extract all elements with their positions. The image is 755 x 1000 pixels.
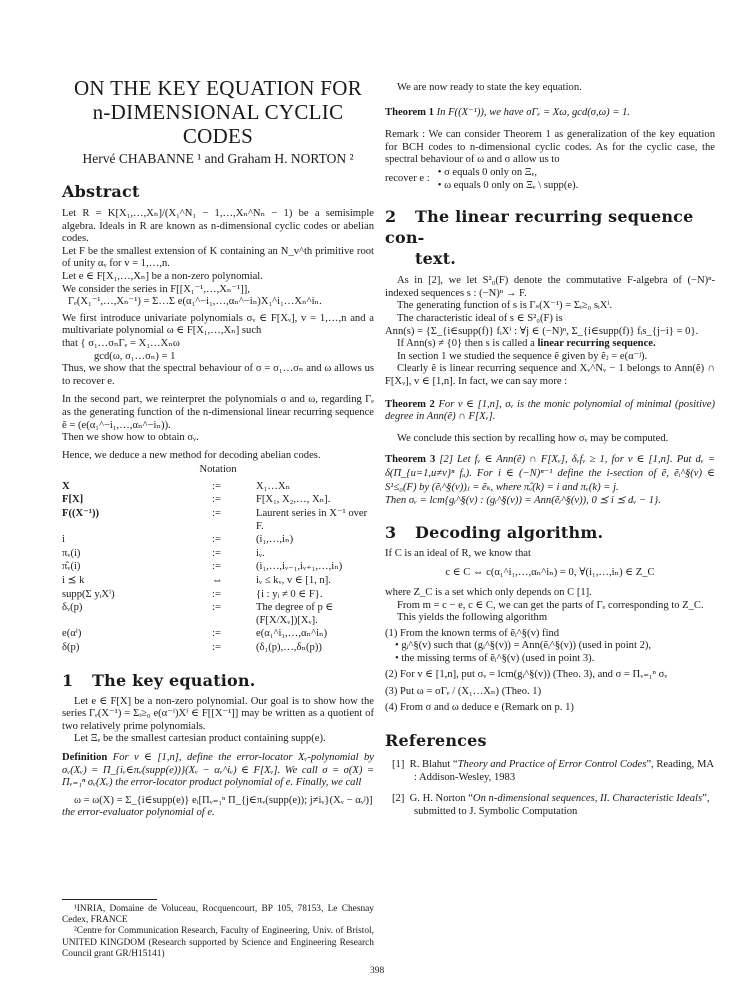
section-1-number: 1	[62, 670, 74, 690]
notation-definition: {i : yᵢ ≠ 0 ∈ F}.	[256, 588, 323, 600]
authors: Hervé CHABANNE ¹ and Graham H. NORTON ²	[82, 151, 354, 166]
abstract-system-2: gcd(ω, σ₁…σₙ) = 1	[94, 350, 176, 362]
left-column	[62, 76, 374, 960]
abstract-p10: Then we show how to obtain σᵥ.	[62, 432, 199, 444]
references-heading: References	[385, 731, 487, 751]
theorem-3-conclusion: Then σᵥ = lcm{gᵢ^§(v) : (gᵢ^§(v)) = Ann(ẽᵢ^§(v)), 0 ⪯ i ⪯ dᵥ − 1}.	[385, 495, 661, 507]
notation-row	[62, 494, 374, 508]
reference-2	[385, 793, 715, 819]
section-2-p6: In section 1 we studied the sequence ẽ given by ẽⱼ = e(α⁻ʲ).	[397, 350, 648, 362]
reference-2-number: [2]	[392, 793, 405, 804]
notation-operator: :=	[212, 534, 221, 546]
algorithm-step-1-bullet-1: • gᵢ^§(v) such that (gᵢ^§(v)) = Ann(ẽᵢ^§(v)) (used in point 2),	[395, 640, 652, 652]
notation-row	[62, 548, 374, 562]
section-1-body	[62, 696, 374, 820]
theorem-1-text: In F((X⁻¹)), we have σΓₑ = Xω, gcd(σ,ω) = 1.	[436, 106, 631, 118]
abstract-p8: Thus, we show that the spectral behaviour of σ = σ₁…σₙ and ω allows us to recover e.	[62, 363, 374, 387]
abstract-p6: We first introduce univariate polynomials σᵥ ∈ F[Xᵥ], v = 1,…,n and a multivariate polynomial ω ∈ F[X₁,…,Xₙ] such	[62, 312, 374, 337]
notation-definition: (i₁,…,iₙ)	[256, 534, 294, 546]
reference-2-author: G. H. Norton “	[409, 793, 473, 804]
abstract-p3: Let e ∈ F[X₁,…,Xₙ] be a non-zero polynomial.	[62, 270, 263, 282]
annihilator-formula: Ann(s) = {Σ_{i∈supp(f)} fᵢXⁱ : ∀j ∈ (−N)ⁿ, Σ_{i∈supp(f)} fᵢs_{j−i} = 0}.	[385, 325, 699, 337]
section-3-p2: where Z_C is a set which only depends on C [1].	[385, 587, 592, 599]
recover-bullets	[438, 167, 579, 192]
omega-formula: ω = ω(X) = Σ_{i∈supp(e)} eᵢ[Πᵥ₌₁ⁿ Π_{j∈πᵥ(supp(e)); j≠iᵥ}(Xᵥ − αᵥʲ)]	[74, 794, 373, 806]
section-2-body	[385, 275, 715, 508]
section-3-number: 3	[385, 522, 397, 542]
paper-title-line-1: ON THE KEY EQUATION FOR	[73, 76, 363, 100]
notation-symbol: e(αⁱ)	[62, 628, 82, 640]
algorithm-step-1: (1) From the known terms of ẽᵢ^§(v) find	[385, 627, 560, 639]
notation-symbol: F[X]	[62, 494, 84, 506]
section-3-p1: If C is an ideal of R, we know that	[385, 547, 531, 559]
reference-1-title: Theory and Practice of Error Control Codes	[457, 759, 647, 771]
definition-text: For v ∈ [1,n], define the error-locator Xᵥ-polynomial by σᵥ(Xᵥ) = Π_{iᵥ∈πᵥ(supp(e))}(Xᵥ − αᵥ^iᵥ) ∈ F[Xᵥ]. We call σ = σ(X) = Πᵥ₌₁ⁿ σᵥ(Xᵥ) the error-locator product polynomial of e. Finally, we call	[62, 751, 374, 789]
notation-operator: :=	[212, 508, 221, 520]
abstract-body	[62, 208, 374, 477]
linear-recurring-term: linear recurring sequence.	[537, 338, 656, 350]
notation-operator: :=	[212, 642, 221, 653]
section-2-title-line-2: text.	[415, 249, 457, 269]
notation-operator: :=	[212, 628, 221, 640]
paper-title-line-2: n-DIMENSIONAL CYCLIC	[92, 100, 344, 124]
notation-symbol: supp(Σ yᵢXⁱ)	[62, 588, 115, 600]
section-2-p1: As in [2], we let S²₀(F) denote the commutative F-algebra of (−N)ⁿ-indexed sequences s : (−N)ⁿ → F.	[385, 275, 715, 299]
theorem-1-label: Theorem 1	[385, 106, 434, 118]
notation-definition: (i₁,…,iᵥ₋₁,iᵥ₊₁,…,iₙ)	[256, 561, 343, 573]
notation-operator: :=	[212, 494, 221, 506]
notation-operator: :=	[212, 602, 221, 614]
notation-row	[62, 602, 374, 628]
notation-operator: :=	[212, 588, 221, 600]
section-2-number: 2	[385, 207, 397, 227]
recover-block	[385, 167, 715, 192]
notation-operator: :=	[212, 547, 221, 559]
section-2-p7: Clearly ẽ is linear recurring sequence and Xᵥ^Nᵥ − 1 belongs to Ann(ẽ) ∩ F[Xᵥ], v ∈ [1,n]. In fact, we can say more :	[385, 363, 715, 387]
abstract-p9: In the second part, we reinterpret the polynomials σ and ω, regarding Γₑ as the generating function of the n-dimensional linear recurring sequence ẽ = (e(α₁^−i₁,…,αₙ^−iₙ)).	[62, 394, 374, 431]
notation-label: Notation	[199, 464, 237, 476]
notation-definition: iᵥ.	[256, 547, 265, 559]
notation-operator: :=	[212, 480, 221, 492]
right-column-top	[385, 82, 715, 192]
notation-symbol: i ⪯ k	[62, 575, 85, 587]
notation-row	[62, 575, 374, 589]
section-3-heading	[385, 522, 715, 543]
notation-definition: F[X₁, X₂,…, Xₙ].	[256, 494, 331, 506]
notation-symbol: π̂ᵥ(i)	[62, 561, 81, 573]
algorithm-step-1-bullet-2-text: the missing terms of ẽᵢ^§(v) (used in point 3).	[401, 653, 595, 665]
abstract-p4: We consider the series in F[[X₁⁻¹,…,Xₙ⁻¹]],	[62, 283, 250, 295]
theorem-3-label: Theorem 3	[385, 454, 436, 466]
footnotes	[62, 904, 374, 960]
abstract-p11: Hence, we deduce a new method for decoding abelian codes.	[62, 449, 321, 461]
algorithm-step-1-bullet-1-text: gᵢ^§(v) such that (gᵢ^§(v)) = Ann(ẽᵢ^§(v)) (used in point 2),	[401, 640, 652, 652]
page-number: 398	[370, 966, 385, 976]
reference-1-author: R. Blahut “	[409, 759, 458, 771]
notation-row	[62, 589, 374, 603]
notation-symbol: δᵥ(p)	[62, 602, 83, 614]
algorithm-step-4: (4) From σ and ω deduce e (Remark on p. 1)	[385, 701, 574, 713]
notation-symbol: F((X⁻¹))	[62, 508, 100, 520]
notation-definition: The degree of p ∈ (F[X/Xᵥ])[Xᵥ].	[256, 602, 334, 626]
theorem-2-label: Theorem 2	[385, 398, 435, 410]
notation-definition: e(α₁^i₁,…,αₙ^iₙ)	[256, 628, 328, 640]
notation-row	[62, 534, 374, 548]
remark-text: Remark : We can consider Theorem 1 as generalization of the key equation for BCH codes to n-dimensional cyclic codes. As for the cyclic case, the spectral behaviour of ω and σ allow us to	[385, 129, 715, 166]
theorem-2-text: For v ∈ [1,n], σᵥ is the monic polynomial of minimal (positive) degree in Ann(ẽ) ∩ F[Xᵥ].	[385, 398, 715, 423]
section-1-p1: Let e ∈ F[X] be a non-zero polynomial. Our goal is to show how the series Γₑ(X⁻¹) = Σᵢ≥₀ e(α⁻ⁱ)Xⁱ ∈ F[[X⁻¹]] may be written as a quotient of two relatively prime polynomials.	[62, 695, 374, 732]
bullet-2: • ω equals 0 only on Ξₑ \ supp(e).	[437, 179, 579, 191]
abstract-heading: Abstract	[62, 182, 140, 201]
section-1-p2: Let Ξₑ be the smallest cartesian product containing supp(e).	[74, 733, 326, 745]
right-column	[385, 82, 715, 819]
bullet-1-text: σ equals 0 only on Ξₑ,	[444, 166, 537, 178]
section-2-p5: If Ann(s) ≠ {0} then s is called a	[397, 338, 538, 350]
notation-row	[62, 508, 374, 534]
reference-1	[385, 759, 715, 785]
notation-definition: iᵥ ≤ kᵥ, v ∈ [1, n].	[256, 575, 331, 587]
footnote-2: ²Centre for Communication Research, Faculty of Engineering, Univ. of Bristol, UNITED KINGDOM (Research supported by Science and Engineering Research Council grant GR/H15141)	[62, 926, 374, 959]
footnote-rule	[62, 899, 157, 900]
section-2-p2: The generating function of s is Γₛ(X⁻¹) = Σᵢ≥₀ sᵢXⁱ.	[397, 300, 613, 312]
abstract-p2: Let F be the smallest extension of K containing an N_v^th primitive root of unity αᵥ for v = 1,…,n.	[62, 245, 374, 270]
key-equation-intro: We are now ready to state the key equation.	[397, 82, 582, 93]
section-2-title-line-1: The linear recurring sequence con-	[385, 207, 694, 248]
section-3-p3: From m = c − e, c ∈ C, we can get the parts of Γₑ corresponding to Z_C.	[397, 599, 704, 611]
notation-row	[62, 481, 374, 495]
section-3-body	[385, 548, 715, 715]
algorithm-step-1-bullet-2: • the missing terms of ẽᵢ^§(v) (used in point 3).	[395, 653, 595, 665]
bullet-1: • σ equals 0 only on Ξₑ,	[437, 166, 537, 178]
section-1-title: The key equation.	[92, 670, 256, 690]
footnote-area	[62, 891, 374, 960]
notation-definition: X₁…Xₙ	[256, 480, 291, 492]
definition-label: Definition	[62, 751, 108, 763]
notation-definition: (δ₁(p),…,δₙ(p))	[256, 642, 322, 653]
notation-operator: :=	[212, 561, 221, 573]
notation-symbol: X	[62, 480, 70, 492]
bullet-2-text: ω equals 0 only on Ξₑ \ supp(e).	[444, 179, 579, 191]
section-3-p4: This yields the following algorithm	[397, 612, 548, 624]
notation-symbol: δ(p)	[62, 642, 80, 653]
reference-2-venue: ”, submitted to J. Symbolic Computation	[414, 793, 710, 817]
notation-table	[62, 481, 374, 656]
section-2-p3: The characteristic ideal of s ∈ S²₀(F) is	[397, 312, 563, 324]
notation-row	[62, 628, 374, 642]
abstract-system-1: that { σ₁…σₙΓₑ = X₁…Xₙω	[62, 337, 180, 349]
abstract-p1: Let R = K[X₁,…,Xₙ]/(X₁^N₁ − 1,…,Xₙ^Nₙ − 1) be a semisimple algebra. Ideals in R are known as n-dimensional cyclic codes or abelian codes.	[62, 208, 374, 245]
notation-symbol: πᵥ(i)	[62, 547, 81, 559]
recover-label: recover e :	[385, 173, 430, 185]
reference-1-publisher: ”, Reading, MA : Addison-Wesley, 1983	[414, 759, 714, 784]
notation-row	[62, 561, 374, 575]
algorithm-step-3: (3) Put ω = σΓₑ / (X₁…Xₙ) (Theo. 1)	[385, 686, 542, 698]
section-1-heading	[62, 670, 374, 691]
paper-title-line-3: CODES	[182, 124, 254, 148]
reference-2-title: On n-dimensional sequences, II. Characteristic Ideals	[472, 793, 703, 804]
notation-operator: ⇔	[212, 575, 223, 587]
footnote-1: ¹INRIA, Domaine de Voluceau, Rocquencourt, BP 105, 78153, Le Chesnay Cedex, FRANCE	[62, 903, 374, 926]
notation-symbol: i	[62, 534, 65, 546]
notation-definition: Laurent series in X⁻¹ over F.	[256, 508, 368, 532]
reference-1-number: [1]	[392, 759, 405, 771]
codeword-formula: c ∈ C ⇔ c(α₁^i₁,…,αₙ^iₙ) = 0, ∀(i₁,…,iₙ) ∈ Z_C	[445, 567, 655, 579]
section-2-p8: We conclude this section by recalling how σᵥ may be computed.	[397, 432, 669, 444]
algorithm-step-2: (2) For v ∈ [1,n], put σᵥ = lcm(gᵢ^§(v)) (Theo. 3), and σ = Πᵥ₌₁ⁿ σᵥ	[385, 668, 668, 680]
omega-text: the error-evaluator polynomial of e.	[62, 807, 215, 819]
notation-row	[62, 642, 374, 656]
section-2-heading	[385, 206, 715, 269]
abstract-series-formula: Γₑ(X₁⁻¹,…,Xₙ⁻¹) = Σ…Σ e(α₁^−i₁,…,αₙ^−iₙ)X₁^i₁…Xₙ^iₙ.	[68, 296, 322, 308]
section-3-title: Decoding algorithm.	[415, 522, 604, 542]
theorem-3-text: [2] Let fᵥ ∈ Ann(ẽ) ∩ F[Xᵥ], δᵥfᵥ ≥ 1, for v ∈ [1,n]. Put dᵥ = δ(Π_{u=1,u≠v}ⁿ fᵤ). For i ∈ (−N)ⁿ⁻¹ define the i-section of ẽ, ẽᵢ^§(v) ∈ S¹≤₀(F) by (ẽᵢ^§(v))ⱼ = ẽₖ, where π̂ᵥ(k) = i and πᵥ(k) = j.	[385, 454, 715, 494]
